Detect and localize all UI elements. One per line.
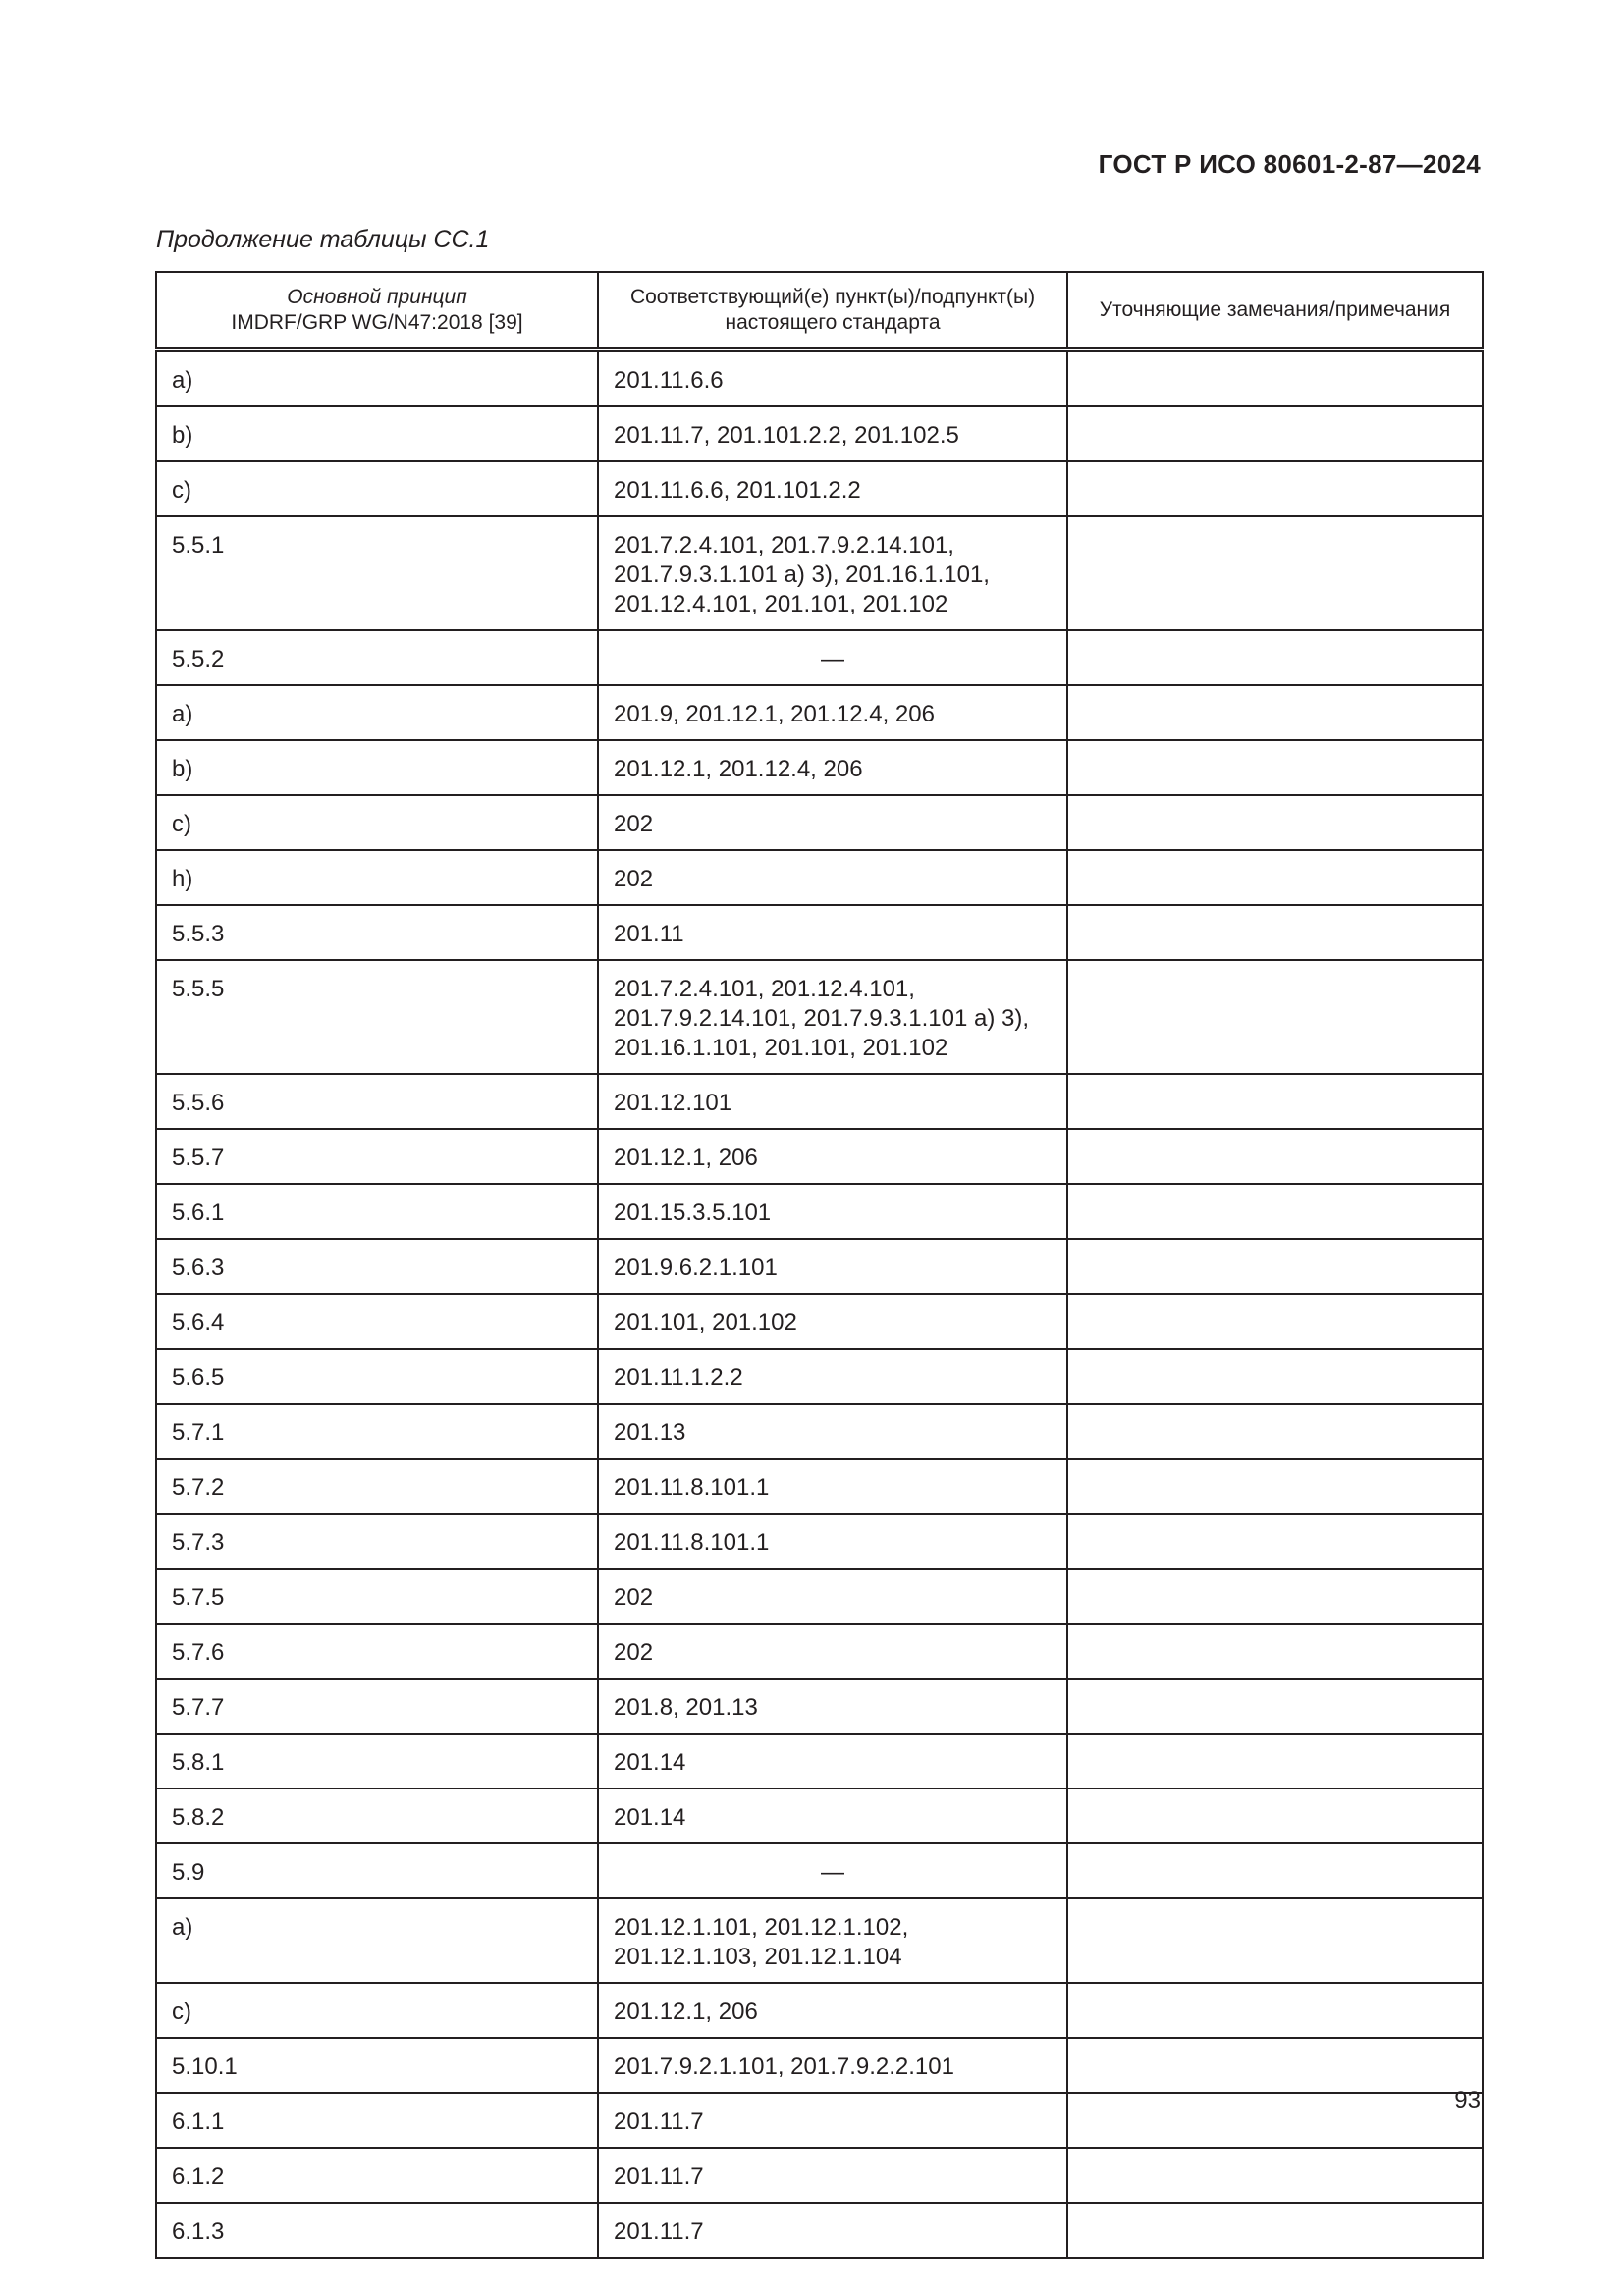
table-row bbox=[156, 1294, 1483, 1349]
clauses-cell: 201.12.101 bbox=[598, 1074, 1067, 1129]
remarks-cell bbox=[1067, 1184, 1483, 1239]
remarks-cell bbox=[1067, 2148, 1483, 2203]
clauses-cell: 201.11.8.101.1 bbox=[598, 1514, 1067, 1569]
principle-cell: 5.5.1 bbox=[156, 516, 598, 630]
principle-cell: 5.5.6 bbox=[156, 1074, 598, 1129]
principle-cell: 5.9 bbox=[156, 1843, 598, 1898]
principle-cell: 5.6.1 bbox=[156, 1184, 598, 1239]
principle-cell: 5.8.1 bbox=[156, 1734, 598, 1789]
clauses-cell: 201.11.6.6 bbox=[598, 350, 1067, 407]
clauses-cell: 201.9, 201.12.1, 201.12.4, 206 bbox=[598, 685, 1067, 740]
clauses-cell: 201.101, 201.102 bbox=[598, 1294, 1067, 1349]
table-row bbox=[156, 1983, 1483, 2038]
table-row bbox=[156, 1789, 1483, 1843]
clauses-cell: 201.11 bbox=[598, 905, 1067, 960]
principle-cell: 5.8.2 bbox=[156, 1789, 598, 1843]
table-row bbox=[156, 2038, 1483, 2093]
principle-cell: 5.5.2 bbox=[156, 630, 598, 685]
remarks-cell bbox=[1067, 2093, 1483, 2148]
principle-cell: h) bbox=[156, 850, 598, 905]
principle-cell: 5.5.7 bbox=[156, 1129, 598, 1184]
clauses-cell: 201.11.7 bbox=[598, 2148, 1067, 2203]
table-row bbox=[156, 1239, 1483, 1294]
remarks-cell bbox=[1067, 1898, 1483, 1983]
clauses-cell: 202 bbox=[598, 795, 1067, 850]
table-row bbox=[156, 1459, 1483, 1514]
table-row bbox=[156, 905, 1483, 960]
column-header-remarks: Уточняющие замечания/примечания bbox=[1067, 272, 1483, 350]
table-row bbox=[156, 1074, 1483, 1129]
remarks-cell bbox=[1067, 350, 1483, 407]
principle-cell: 5.7.7 bbox=[156, 1679, 598, 1734]
remarks-cell bbox=[1067, 905, 1483, 960]
clauses-cell: 201.13 bbox=[598, 1404, 1067, 1459]
column-header-clauses: Соответствующий(е) пункт(ы)/подпункт(ы) настоящего стандарта bbox=[598, 272, 1067, 350]
table-row bbox=[156, 685, 1483, 740]
table-row bbox=[156, 2148, 1483, 2203]
remarks-cell bbox=[1067, 1514, 1483, 1569]
remarks-cell bbox=[1067, 1624, 1483, 1679]
principle-cell: 5.7.3 bbox=[156, 1514, 598, 1569]
remarks-cell bbox=[1067, 960, 1483, 1074]
remarks-cell bbox=[1067, 2203, 1483, 2258]
table-row bbox=[156, 1898, 1483, 1983]
table-row bbox=[156, 1569, 1483, 1624]
clauses-cell: 201.7.2.4.101, 201.7.9.2.14.101, 201.7.9.3.1.101 a) 3), 201.16.1.101, 201.12.4.101, 201.101, 201.102 bbox=[598, 516, 1067, 630]
table-body bbox=[156, 350, 1483, 2259]
remarks-cell bbox=[1067, 1074, 1483, 1129]
table-header-row bbox=[156, 272, 1483, 350]
clauses-cell: 201.11.1.2.2 bbox=[598, 1349, 1067, 1404]
remarks-cell bbox=[1067, 2038, 1483, 2093]
clauses-cell: 201.12.1, 206 bbox=[598, 1129, 1067, 1184]
clauses-cell: — bbox=[598, 630, 1067, 685]
remarks-cell bbox=[1067, 1349, 1483, 1404]
remarks-cell bbox=[1067, 850, 1483, 905]
principle-cell: c) bbox=[156, 1983, 598, 2038]
principle-cell: c) bbox=[156, 795, 598, 850]
clauses-cell: 201.11.8.101.1 bbox=[598, 1459, 1067, 1514]
table-row bbox=[156, 1129, 1483, 1184]
table-row bbox=[156, 1734, 1483, 1789]
clauses-cell: 201.7.2.4.101, 201.12.4.101, 201.7.9.2.14.101, 201.7.9.3.1.101 a) 3), 201.16.1.101, 201.101, 201.102 bbox=[598, 960, 1067, 1074]
remarks-cell bbox=[1067, 1983, 1483, 2038]
remarks-cell bbox=[1067, 1404, 1483, 1459]
clauses-cell: 202 bbox=[598, 850, 1067, 905]
table-row bbox=[156, 1843, 1483, 1898]
table-row bbox=[156, 740, 1483, 795]
remarks-cell bbox=[1067, 1734, 1483, 1789]
table-row bbox=[156, 1349, 1483, 1404]
remarks-cell bbox=[1067, 1789, 1483, 1843]
clauses-cell: 201.7.9.2.1.101, 201.7.9.2.2.101 bbox=[598, 2038, 1067, 2093]
remarks-cell bbox=[1067, 795, 1483, 850]
principle-cell: 5.6.4 bbox=[156, 1294, 598, 1349]
table-row bbox=[156, 2093, 1483, 2148]
principle-cell: 5.5.3 bbox=[156, 905, 598, 960]
table-row bbox=[156, 406, 1483, 461]
clauses-cell: 202 bbox=[598, 1624, 1067, 1679]
principle-cell: 5.6.3 bbox=[156, 1239, 598, 1294]
clauses-cell: 201.11.7, 201.101.2.2, 201.102.5 bbox=[598, 406, 1067, 461]
table-row bbox=[156, 960, 1483, 1074]
principle-cell: 5.5.5 bbox=[156, 960, 598, 1074]
remarks-cell bbox=[1067, 1459, 1483, 1514]
table-row bbox=[156, 461, 1483, 516]
table-row bbox=[156, 795, 1483, 850]
remarks-cell bbox=[1067, 1294, 1483, 1349]
clauses-cell: 201.11.6.6, 201.101.2.2 bbox=[598, 461, 1067, 516]
clauses-cell: 201.15.3.5.101 bbox=[598, 1184, 1067, 1239]
remarks-cell bbox=[1067, 685, 1483, 740]
clauses-cell: 201.11.7 bbox=[598, 2093, 1067, 2148]
clauses-cell: 201.12.1, 201.12.4, 206 bbox=[598, 740, 1067, 795]
principle-cell: 5.6.5 bbox=[156, 1349, 598, 1404]
clauses-cell: 201.12.1, 206 bbox=[598, 1983, 1067, 2038]
remarks-cell bbox=[1067, 740, 1483, 795]
table-row bbox=[156, 1184, 1483, 1239]
remarks-cell bbox=[1067, 1843, 1483, 1898]
table-row bbox=[156, 1514, 1483, 1569]
column-header-principle bbox=[156, 272, 598, 350]
column-header-principle-title: Основной принцип bbox=[287, 286, 467, 308]
remarks-cell bbox=[1067, 630, 1483, 685]
remarks-cell bbox=[1067, 516, 1483, 630]
table-row bbox=[156, 1624, 1483, 1679]
table-row bbox=[156, 516, 1483, 630]
column-header-principle-source: IMDRF/GRP WG/N47:2018 [39] bbox=[231, 311, 523, 334]
clauses-cell: 201.14 bbox=[598, 1734, 1067, 1789]
clauses-cell: 201.14 bbox=[598, 1789, 1067, 1843]
principle-cell: 6.1.3 bbox=[156, 2203, 598, 2258]
principle-cell: a) bbox=[156, 685, 598, 740]
table-row bbox=[156, 850, 1483, 905]
table-row bbox=[156, 1679, 1483, 1734]
principle-cell: 5.7.5 bbox=[156, 1569, 598, 1624]
principle-cell: a) bbox=[156, 1898, 598, 1983]
principle-cell: 5.7.6 bbox=[156, 1624, 598, 1679]
document-code: ГОСТ Р ИСО 80601-2-87—2024 bbox=[1098, 149, 1481, 179]
table-row bbox=[156, 350, 1483, 407]
principle-cell: 6.1.1 bbox=[156, 2093, 598, 2148]
remarks-cell bbox=[1067, 406, 1483, 461]
table-row bbox=[156, 2203, 1483, 2258]
clauses-cell: 202 bbox=[598, 1569, 1067, 1624]
principle-cell: b) bbox=[156, 740, 598, 795]
table-caption: Продолжение таблицы СС.1 bbox=[156, 226, 490, 253]
table-row bbox=[156, 630, 1483, 685]
clauses-cell: 201.8, 201.13 bbox=[598, 1679, 1067, 1734]
clauses-cell: — bbox=[598, 1843, 1067, 1898]
remarks-cell bbox=[1067, 1239, 1483, 1294]
remarks-cell bbox=[1067, 461, 1483, 516]
clauses-cell: 201.9.6.2.1.101 bbox=[598, 1239, 1067, 1294]
clauses-cell: 201.12.1.101, 201.12.1.102, 201.12.1.103, 201.12.1.104 bbox=[598, 1898, 1067, 1983]
compliance-table bbox=[155, 271, 1484, 2259]
principle-cell: 5.7.1 bbox=[156, 1404, 598, 1459]
page-number: 93 bbox=[1454, 2087, 1481, 2113]
clauses-cell: 201.11.7 bbox=[598, 2203, 1067, 2258]
remarks-cell bbox=[1067, 1569, 1483, 1624]
principle-cell: c) bbox=[156, 461, 598, 516]
principle-cell: 5.7.2 bbox=[156, 1459, 598, 1514]
principle-cell: 6.1.2 bbox=[156, 2148, 598, 2203]
principle-cell: b) bbox=[156, 406, 598, 461]
remarks-cell bbox=[1067, 1129, 1483, 1184]
principle-cell: 5.10.1 bbox=[156, 2038, 598, 2093]
remarks-cell bbox=[1067, 1679, 1483, 1734]
table-row bbox=[156, 1404, 1483, 1459]
principle-cell: a) bbox=[156, 350, 598, 407]
